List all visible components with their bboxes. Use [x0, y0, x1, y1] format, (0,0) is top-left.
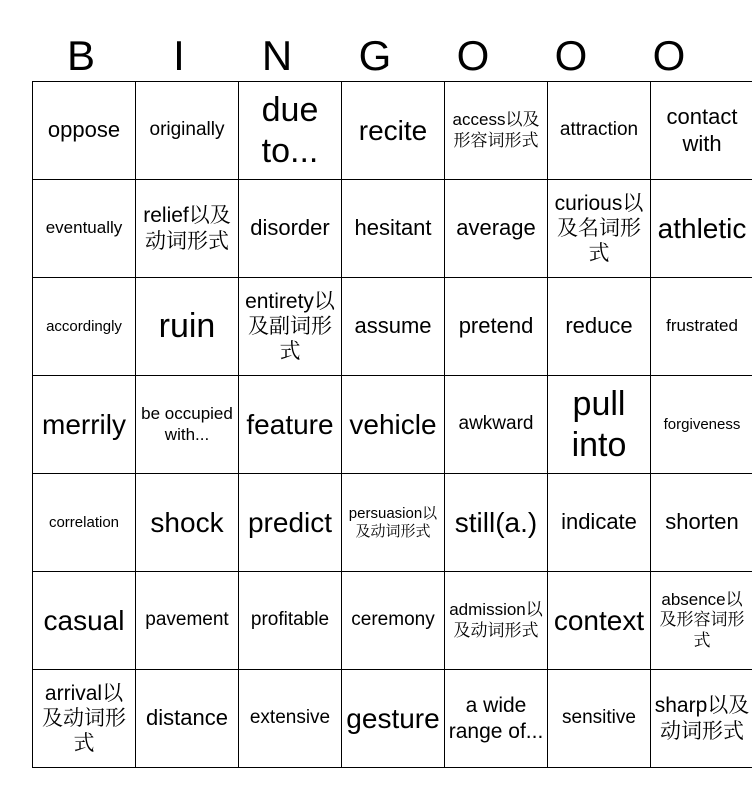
bingo-cell: pull into [548, 376, 651, 474]
bingo-cell: feature [239, 376, 342, 474]
bingo-cell: due to... [239, 82, 342, 180]
bingo-cell: be occupied with... [136, 376, 239, 474]
bingo-cell: shock [136, 474, 239, 572]
bingo-cell: sharp以及动词形式 [651, 670, 752, 768]
bingo-cell: eventually [33, 180, 136, 278]
bingo-cell: awkward [445, 376, 548, 474]
bingo-cell: attraction [548, 82, 651, 180]
board-row [33, 376, 752, 474]
bingo-cell: shorten [651, 474, 752, 572]
bingo-board [32, 81, 752, 768]
bingo-cell: average [445, 180, 548, 278]
board-row [33, 278, 752, 376]
bingo-cell: distance [136, 670, 239, 768]
bingo-cell: a wide range of... [445, 670, 548, 768]
bingo-cell: vehicle [342, 376, 445, 474]
bingo-cell: frustrated [651, 278, 752, 376]
bingo-cell: curious以及名词形式 [548, 180, 651, 278]
bingo-cell: entirety以及副词形式 [239, 278, 342, 376]
bingo-cell: pretend [445, 278, 548, 376]
bingo-cell: ceremony [342, 572, 445, 670]
header-letter: I [173, 32, 185, 79]
bingo-header [32, 30, 718, 82]
bingo-cell: access以及形容词形式 [445, 82, 548, 180]
bingo-cell: relief以及动词形式 [136, 180, 239, 278]
header-letter: N [261, 32, 293, 79]
header-letter: G [358, 32, 392, 79]
bingo-cell: context [548, 572, 651, 670]
bingo-cell: originally [136, 82, 239, 180]
bingo-cell: gesture [342, 670, 445, 768]
bingo-cell: predict [239, 474, 342, 572]
bingo-cell: athletic [651, 180, 752, 278]
header-letter: O [456, 32, 490, 79]
bingo-cell: forgiveness [651, 376, 752, 474]
header-letter: O [652, 32, 686, 79]
board-row [33, 670, 752, 768]
bingo-cell: profitable [239, 572, 342, 670]
bingo-cell: assume [342, 278, 445, 376]
board-row [33, 474, 752, 572]
bingo-cell: persuasion以及动词形式 [342, 474, 445, 572]
bingo-cell: extensive [239, 670, 342, 768]
bingo-cell: indicate [548, 474, 651, 572]
bingo-cell: reduce [548, 278, 651, 376]
board-row [33, 572, 752, 670]
board-row [33, 82, 752, 180]
bingo-cell: admission以及动词形式 [445, 572, 548, 670]
bingo-cell: contact with [651, 82, 752, 180]
bingo-cell: pavement [136, 572, 239, 670]
bingo-cell: accordingly [33, 278, 136, 376]
bingo-cell: oppose [33, 82, 136, 180]
bingo-cell: still(a.) [445, 474, 548, 572]
header-letter: B [66, 32, 95, 79]
bingo-cell: merrily [33, 376, 136, 474]
bingo-cell: absence以及形容词形式 [651, 572, 752, 670]
bingo-cell: arrival以及动词形式 [33, 670, 136, 768]
bingo-cell: ruin [136, 278, 239, 376]
bingo-cell: disorder [239, 180, 342, 278]
bingo-cell: casual [33, 572, 136, 670]
bingo-cell: hesitant [342, 180, 445, 278]
header-letter: O [554, 32, 588, 79]
board-row [33, 180, 752, 278]
bingo-cell: correlation [33, 474, 136, 572]
bingo-cell: recite [342, 82, 445, 180]
bingo-cell: sensitive [548, 670, 651, 768]
